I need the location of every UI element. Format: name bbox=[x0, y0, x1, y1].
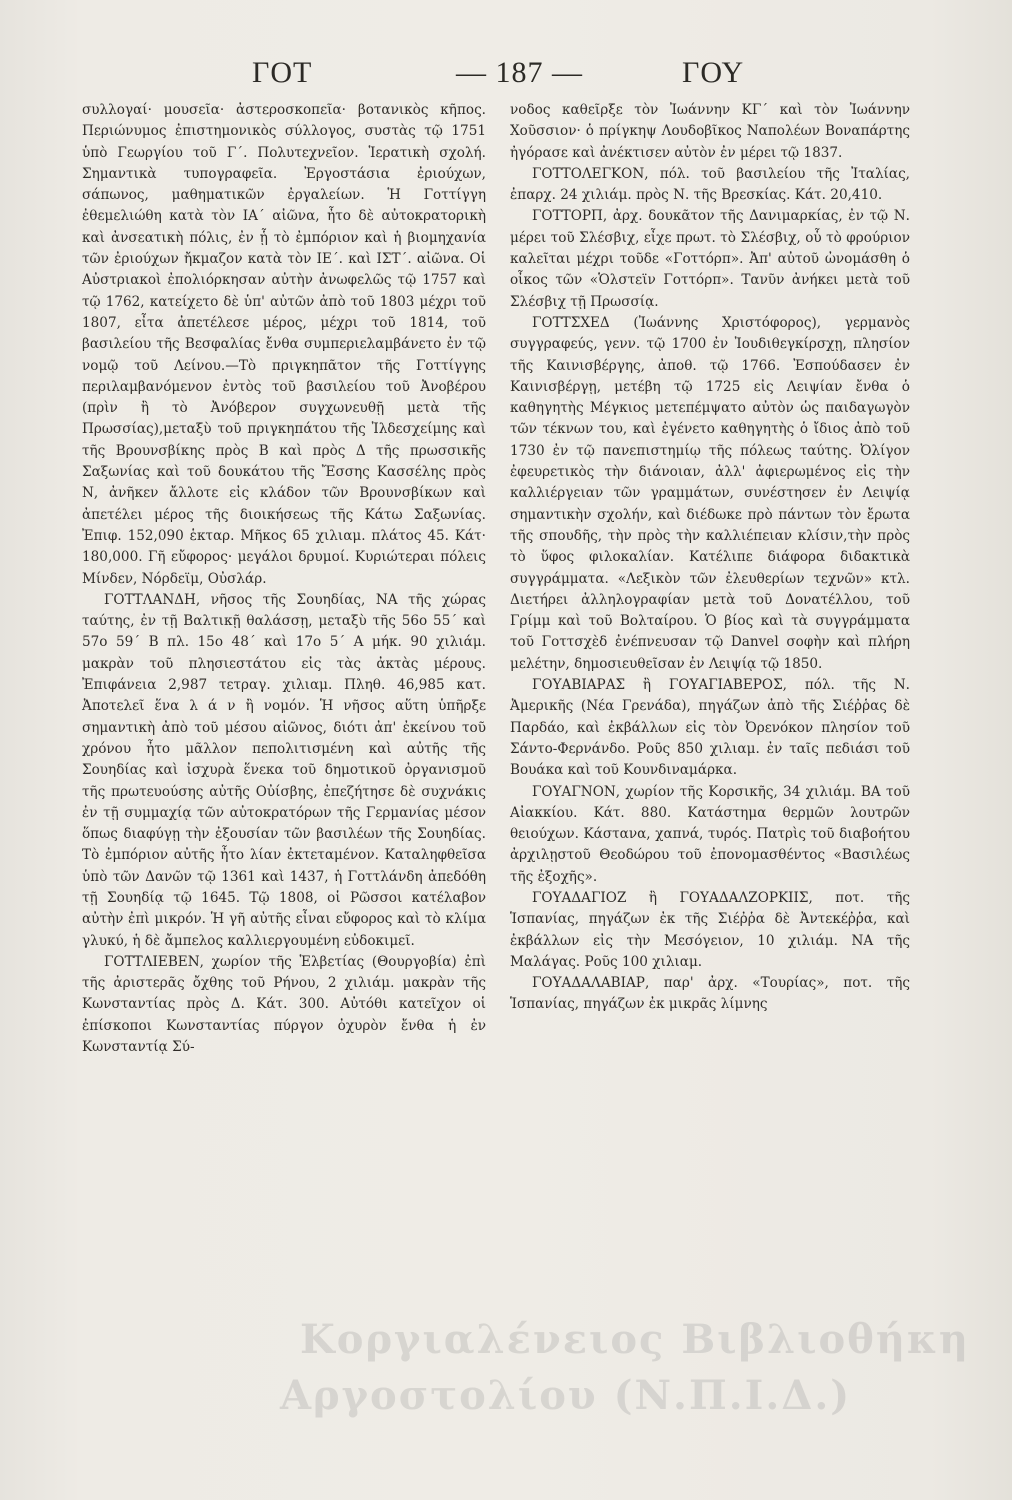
header-right-guide-word: ΓΟΥ bbox=[682, 56, 745, 89]
page-header bbox=[0, 56, 1012, 96]
entry-gotland: ΓΟΤΤΛΑΝΔΗ, νῆσος τῆς Σουηδίας, ΝΑ τῆς χώρας ταύτης, ἐν τῇ Βαλτικῇ θαλάσσῃ, μεταξὺ τῆς 56ο 55΄ καὶ 57ο 59΄ Β πλ. 15ο 48΄ καὶ 17ο 5΄ Α μήκ. 90 χιλιάμ. μακρὰν τοῦ πλησιεστάτου εἰς τὰς ἀκτὰς μέρους. Ἐπιφάνεια 2,987 τετραγ. χιλιαμ. Πληθ. 46,985 κατ. Ἀποτελεῖ ἕνα λ ά ν ἢ νομόν. Ἡ νῆσος αὕτη ὑπῆρξε σημαντικὴ ἀπὸ τοῦ μέσου αἰῶνος, διότι ἀπ' ἐκείνου τοῦ χρόνου ἦτο μᾶλλον πεπολιτισμένη καὶ αὐτῆς τῆς Σουηδίας καὶ ἰσχυρὰ ἕνεκα τοῦ δημοτικοῦ ὀργανισμοῦ τῆς πρωτευούσης αὐτῆς Οὐίσβης, ἐπεζήτησε δὲ συχνάκις ἐν τῇ συμμαχίᾳ τῶν αὐτοκρατόρων τῆς Γερμανίας μέσον ὅπως διαφύγῃ τὴν ἐξουσίαν τῶν βασιλέων τῆς Σουηδίας. Τὸ ἐμπόριον αὐτῆς ἦτο λίαν ἐκτεταμένον. Καταληφθεῖσα ὑπὸ τῶν Δανῶν τῷ 1361 καὶ 1437, ἡ Γοττλάνδη ἀπεδόθη τῇ Σουηδίᾳ τῷ 1645. Τῷ 1808, οἱ Ρῶσσοι κατέλαβον αὐτὴν ἐπὶ μικρόν. Ἡ γῆ αὐτῆς εἶναι εὔφορος καὶ τὸ κλίμα γλυκύ, ἡ δὲ ἄμπελος καλλιεργουμένη εὐδοκιμεῖ. bbox=[82, 591, 486, 949]
entry-guadalaviar: ΓΟΥΑΔΑΛΑΒΙΑΡ, παρ' ἀρχ. «Τουρίας», ποτ. τῆς Ἱσπανίας, πηγάζων ἐκ μικρᾶς λίμνης bbox=[510, 975, 910, 1013]
entry-guaviare: ΓΟΥΑΒΙΑΡΑΣ ἢ ΓΟΥΑΓΙΑΒΕΡΟΣ, πόλ. τῆς Ν. Ἀμερικῆς (Νέα Γρενάδα), πηγάζων ἀπὸ τῆς Σιέῤῥας δὲ Παρδάο, καὶ ἐκβάλλων εἰς τὸν Ὀρενόκον πλησίον τοῦ Σάντο-Φερνάνδο. Ροῦς 850 χιλιαμ. ἐν ταῖς πεδιάσι τοῦ Βουάκα καὶ τοῦ Κουνδιναμάρκα. bbox=[510, 677, 910, 779]
entry-gottorp: ΓΟΤΤΟΡΠ, ἀρχ. δουκᾶτον τῆς Δανιμαρκίας, ἐν τῷ Ν. μέρει τοῦ Σλέσβιχ, εἶχε πρωτ. τὸ Σλέσβιχ, οὗ τὸ φρούριον καλεῖται μέχρι τοῦδε «Γοττόρπ». Ἀπ' αὐτοῦ ὠνομάσθη ὁ οἶκος τῶν «Ὁλστεϊν Γοττόρπ». Τανῦν ἀνήκει μετὰ τοῦ Σλέσβιχ τῇ Πρωσσίᾳ. bbox=[510, 208, 910, 310]
entry-guagno: ΓΟΥΑΓΝΟΝ, χωρίον τῆς Κορσικῆς, 34 χιλιάμ. ΒΑ τοῦ Αἰακκίου. Κάτ. 880. Κατάστημα θερμῶν λουτρῶν θειούχων. Κάστανα, χαπνά, τυρός. Πατρὶς τοῦ διαβοήτου ἀρχιλῃστοῦ Θεοδώρου τοῦ ἐπονομασθέντος «Βασιλέως τῆς ἐξοχῆς». bbox=[510, 783, 910, 885]
header-left-guide-word: ΓΟΤ bbox=[252, 56, 313, 89]
entry-gottlieben-continued: νοδος καθεῖρξε τὸν Ἰωάννην ΚΓ΄ καὶ τὸν Ἰωάννην Χοῦσσιον· ὁ πρίγκηψ Λουδοβῖκος Ναπολέων Βοναπάρτης ἠγόρασε καὶ ἀνέκτισεν αὐτὸν ἐν μέρει τῷ 1837. bbox=[510, 102, 910, 161]
entry-gottolengo: ΓΟΤΤΟΛΕΓΚΟΝ, πόλ. τοῦ βασιλείου τῆς Ἰταλίας, ἐπαρχ. 24 χιλιάμ. πρὸς Ν. τῆς Βρεσκίας. Κάτ. 20,410. bbox=[510, 165, 910, 204]
entry-gottsched: ΓΟΤΤΣΧΕΔ (Ἰωάννης Χριστόφορος), γερμανὸς συγγραφεύς, γενν. τῷ 1700 ἐν Ἰουδιθεγκίρσχῃ, πλησίον τῆς Καινισβέργης, ἀποθ. τῷ 1766. Ἐσπούδασεν ἐν Καινισβέργῃ, μετέβη τῷ 1725 εἰς Λειψίαν ἔνθα ὁ καθηγητὴς Μέγκιος μετεπέμψατο αὐτὸν ὡς παιδαγωγὸν τῶν τέκνων του, καὶ ἐγένετο καθηγητὴς ὁ ἴδιος ἀπὸ τοῦ 1730 ἐν τῷ πανεπιστημίῳ τῆς πόλεως ταύτης. Ὀλίγον ἐφευρετικὸς τὴν διάνοιαν, ἀλλ' ἀφιερωμένος εἰς τὴν καλλιέργειαν τῶν γραμμάτων, συνέστησεν ἐν Λειψίᾳ σημαντικὴν σχολήν, καὶ διέδωκε πρὸ πάντων τὸν ἔρωτα τῆς σπουδῆς, τὴν πρὸς τὴν καλλιέπειαν κλίσιν,τὴν πρὸς τὸ ὕφος φιλοκαλίαν. Κατέλιπε διάφορα διδακτικὰ συγγράμματα. «Λεξικὸν τῶν ἐλευθερίων τεχνῶν» κτλ. Διετήρει ἀλληλογραφίαν μετὰ τοῦ Δονατέλλου, τοῦ Γρίμμ καὶ τοῦ Βολταίρου. Ὁ βίος καὶ τὰ συγγράμματα τοῦ Γοττσχὲδ ἐνέπνευσαν τῷ Danvel σοφὴν καὶ πλήρη μελέτην, δημοσιευθεῖσαν ἐν Λειψίᾳ τῷ 1850. bbox=[510, 314, 910, 672]
library-watermark-line1: Κοργιαλένειος Βιβλιοθήκη bbox=[300, 1316, 970, 1363]
right-column bbox=[510, 100, 910, 1016]
left-column bbox=[82, 100, 486, 1058]
page-number: — 187 — bbox=[456, 56, 583, 89]
entry-guadalhorce: ΓΟΥΑΔΑΓΙΟΖ ἢ ΓΟΥΑΔΑΛΖΟΡΚΙΙΣ, ποτ. τῆς Ἱσπανίας, πηγάζων ἐκ τῆς Σιέῤῥα δὲ Ἀντεκέῤῥα, καὶ ἐκβάλλων εἰς τὴν Μεσόγειον, 10 χιλιάμ. ΝΑ τῆς Μαλάγας. Ροῦς 100 χιλιαμ. bbox=[510, 889, 910, 970]
entry-gottingen-continued: συλλογαί· μουσεῖα· ἀστεροσκοπεῖα· βοτανικὸς κῆπος. Περιώνυμος ἐπιστημονικὸς σύλλογος, συστὰς τῷ 1751 ὑπὸ Γεωργίου τοῦ Γ΄. Πολυτεχνεῖον. Ἱερατικὴ σχολή. Σημαντικὰ τυπογραφεῖα. Ἐργοστάσια ἐριούχων, σάπωνος, μαθηματικῶν ἐργαλείων. Ἡ Γοττίγγη ἐθεμελιώθη κατὰ τὸν ΙΑ΄ αἰῶνα, ἦτο δὲ αὐτοκρατορικὴ καὶ ἀνσεατικὴ πόλις, ἐν ᾗ τὸ ἐμπόριον καὶ ἡ βιομηχανία τῶν ἐριούχων ἤκμαζον κατὰ τὸν ΙΕ΄. καὶ ΙΣΤ΄. αἰῶνα. Οἱ Αὐστριακοὶ ἐπολιόρκησαν αὐτὴν ἀνωφελῶς τῷ 1757 καὶ τῷ 1762, κατείχετο δὲ ὑπ' αὐτῶν ἀπὸ τοῦ 1803 μέχρι τοῦ 1807, εἶτα ἀπετέλεσε μέρος, μέχρι τοῦ 1814, τοῦ βασιλείου τῆς Βεσφαλίας ἔνθα συμπεριελαμβάνετο ἐν τῷ νομῷ τοῦ Λείνου.—Τὸ πριγκηπᾶτον τῆς Γοττίγγης περιλαμβανόμενον ἐντὸς τοῦ βασιλείου τοῦ Ἀνοβέρου (πρὶν ἢ τὸ Ἀνόβερον συγχωνευθῇ μετὰ τῆς Πρωσσίας),μεταξὺ τοῦ πριγκηπάτου τῆς Ἰλδεσχείμης καὶ τῆς Βρουνσβίκης πρὸς Β καὶ πρὸς Δ τῆς πρωσσικῆς Σαξωνίας καὶ τοῦ δουκάτου τῆς Ἔσσης Κασσέλης πρὸς Ν, ἀνῆκεν ἄλλοτε εἰς κλάδον τῶν Βρουνσβίκων καὶ ἀπετέλει μέρος τῆς διοικήσεως τῆς Κάτω Σαξωνίας. Ἐπιφ. 152,090 ἑκταρ. Μῆκος 65 χιλιαμ. πλάτος 45. Κάτ· 180,000. Γῆ εὔφορος· μεγάλοι δρυμοί. Κυριώτεραι πόλεις Μίνδεν, Νόρδεϊμ, Οὐσλάρ. bbox=[82, 102, 486, 587]
entry-gottlieben: ΓΟΤΤΛΙΕΒΕΝ, χωρίον τῆς Ἑλβετίας (Θουργοβία) ἐπὶ τῆς ἀριστερᾶς ὄχθης τοῦ Ρήνου, 2 χιλιάμ. μακρὰν τῆς Κωνσταντίας πρὸς Δ. Κάτ. 300. Αὐτόθι κατεῖχον οἱ ἐπίσκοποι Κωνσταντίας πύργον ὀχυρὸν ἔνθα ἡ ἐν Κωνσταντίᾳ Σύ- bbox=[82, 953, 486, 1056]
library-watermark-line2: Αργοστολίου (Ν.Π.Ι.Δ.) bbox=[280, 1372, 852, 1419]
